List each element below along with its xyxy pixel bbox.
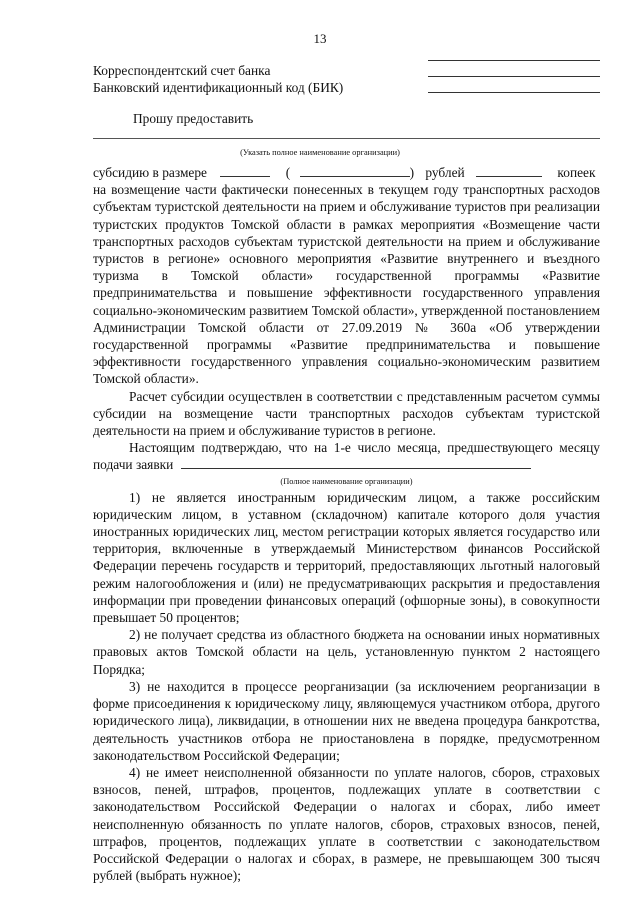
rub-label: рублей — [425, 165, 465, 180]
list-item: 4) не имеет неисполненной обязанности по уплате налогов, сборов, страховых взносов, пеней, штрафов, процентов, подлежащих уплате в соответствии с законодательством Российской Федерации о налогах и сборах, либо имеет неисполненную обязанность по уплате налогов, сборов, страховых взносов, пеней, штрафов, процентов, подлежащих уплате в соответствии с законодательством Российской Федерации о налогах и сборах, в размере, не превышающем 300 тысяч рублей (выбрать нужное); — [93, 764, 600, 884]
bik-field[interactable] — [428, 92, 600, 93]
paren-close: ) — [409, 165, 415, 180]
subsidy-purpose: на возмещение части фактически понесенных в текущем году транспортных расходов субъектам туристской деятельности на прием и обслуживание туристов при реализации туристских продуктов Томской области в рамках мероприятия «Возмещение части транспортных расходов субъектам туристской деятельности на прием и обслуживание туристов в регионе» основного мероприятия «Развитие внутреннего и въездного туризма в Томской области» государственной программы «Развитие предпринимательства и повышение эффективности государственного управления социально-экономическим развитием Томской области», утвержденной постановлением Администрации Томской области от 27.09.2019 № 360а «Об утверждении государственной программы «Развитие предпринимательства и повышение эффективности государственного управления социально-экономическим развитием Томской области». — [93, 182, 600, 387]
paren-open: ( — [285, 165, 291, 180]
corr-account-field[interactable] — [428, 76, 600, 77]
list-item: 2) не получает средства из областного бюджета на основании иных нормативных правовых актов Томской области на цель, установленную пунктом 2 настоящего Порядка; — [93, 627, 600, 677]
subsidy-amount-field[interactable] — [220, 164, 270, 177]
request-heading: Прошу предоставить — [133, 111, 254, 126]
request-body — [93, 164, 600, 884]
bik-label: Банковский идентификационный код (БИК) — [93, 80, 344, 95]
confirm-caption: (Полное наименование организации) — [280, 476, 413, 486]
calculation-text: Расчет субсидии осуществлен в соответствии с представленным расчетом суммы субсидии на возмещение части транспортных расходов субъектам туристской деятельности на прием и обслуживание туристов в регионе. — [93, 388, 600, 439]
kopecks-field[interactable] — [476, 164, 542, 177]
confirm-organization-field[interactable] — [181, 456, 531, 469]
subsidy-amount-words-field[interactable] — [300, 164, 410, 177]
organization-name-field[interactable] — [93, 138, 600, 139]
list-item: 3) не находится в процессе реорганизации (за исключением реорганизации в форме присоединения к юридическому лицу, являющемуся участником отбора, другого юридического лица), ликвидации, в отношении них не введена процедура банкротства, деятельность участников отбора не приостановлена в порядке, предусмотренном законодательством Российской Федерации; — [93, 678, 600, 763]
subsidy-amount-line — [93, 164, 600, 181]
corr-account-label: Корреспондентский счет банка — [93, 63, 271, 78]
confirm-text-content: Настоящим подтверждаю, что на 1-е число месяца, предшествующего месяцу подачи заявки — [93, 440, 600, 473]
page-number: 13 — [313, 31, 327, 46]
blank-line — [428, 60, 600, 61]
kop-label: копеек — [557, 165, 596, 180]
subsidy-word: субсидию в размере — [93, 165, 208, 180]
confirm-text — [93, 439, 600, 473]
list-item: 1) не является иностранным юридическим лицом, а также российским юридическим лицом, в уставном (складочном) капитале которого доля участия иностранных юридических лиц, местом регистрации которых является государство или территория, включенные в утверждаемый Министерством финансов Российской Федерации перечень государств и территорий, предоставляющих льготный налоговый режим налогообложения и (или) не предусматривающих раскрытия и предоставления информации при проведении финансовых операций (офшорные зоны), в совокупности превышает 50 процентов; — [93, 489, 600, 626]
organization-caption: (Указать полное наименование организации) — [240, 148, 400, 157]
